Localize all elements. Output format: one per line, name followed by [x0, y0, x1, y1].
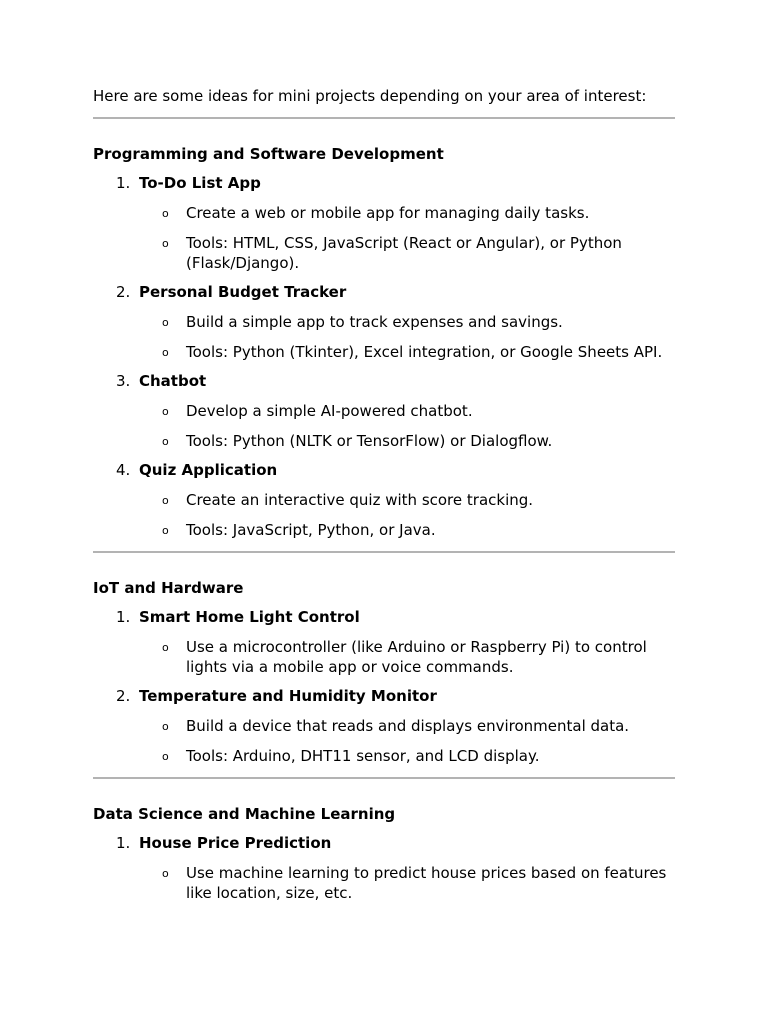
- bullet-list: [93, 401, 675, 451]
- project-title: Smart Home Light Control: [139, 608, 360, 626]
- hollow-circle-bullet-icon: o: [162, 237, 169, 250]
- bullet-text: Use machine learning to predict house prices based on features like location, size, etc.: [186, 864, 667, 902]
- project-title: To-Do List App: [139, 174, 261, 192]
- project-heading: [93, 607, 675, 627]
- project-item: [93, 282, 675, 362]
- project-heading: [93, 282, 675, 302]
- bullet-text: Create a web or mobile app for managing daily tasks.: [186, 204, 590, 222]
- project-number: 2.: [116, 687, 131, 705]
- project-number: 1.: [116, 834, 131, 852]
- bullet-list: [93, 490, 675, 540]
- project-item: [93, 607, 675, 677]
- bullet-item: [93, 520, 675, 540]
- bullet-item: [93, 233, 675, 273]
- hollow-circle-bullet-icon: o: [162, 720, 169, 733]
- project-title: Chatbot: [139, 372, 207, 390]
- hollow-circle-bullet-icon: o: [162, 750, 169, 763]
- project-number: 1.: [116, 174, 131, 192]
- bullet-text: Develop a simple AI-powered chatbot.: [186, 402, 473, 420]
- project-title: Personal Budget Tracker: [139, 283, 347, 301]
- bullet-item: [93, 716, 675, 736]
- bullet-list: [93, 716, 675, 766]
- section-title: IoT and Hardware: [93, 579, 244, 597]
- project-list: [93, 173, 675, 540]
- hollow-circle-bullet-icon: o: [162, 316, 169, 329]
- bullet-text: Tools: Python (Tkinter), Excel integration, or Google Sheets API.: [186, 343, 663, 361]
- hollow-circle-bullet-icon: o: [162, 207, 169, 220]
- section: [93, 804, 675, 903]
- project-item: [93, 371, 675, 451]
- project-heading: [93, 371, 675, 391]
- bullet-text: Tools: HTML, CSS, JavaScript (React or Angular), or Python (Flask/Django).: [186, 234, 622, 272]
- bullet-item: [93, 863, 675, 903]
- bullet-text: Tools: Python (NLTK or TensorFlow) or Dialogflow.: [186, 432, 553, 450]
- section: [93, 144, 675, 540]
- bullet-item: [93, 490, 675, 510]
- bullet-text: Use a microcontroller (like Arduino or Raspberry Pi) to control lights via a mobile app or voice commands.: [186, 638, 647, 676]
- hollow-circle-bullet-icon: o: [162, 867, 169, 880]
- section-title: Programming and Software Development: [93, 145, 444, 163]
- hollow-circle-bullet-icon: o: [162, 405, 169, 418]
- bullet-text: Build a simple app to track expenses and savings.: [186, 313, 563, 331]
- section: [93, 578, 675, 766]
- section-title: Data Science and Machine Learning: [93, 805, 396, 823]
- intro-text: Here are some ideas for mini projects depending on your area of interest:: [93, 87, 647, 105]
- section-divider: [93, 777, 675, 779]
- bullet-text: Build a device that reads and displays environmental data.: [186, 717, 630, 735]
- project-item: [93, 833, 675, 903]
- project-number: 2.: [116, 283, 131, 301]
- bullet-list: [93, 312, 675, 362]
- project-list: [93, 607, 675, 766]
- bullet-item: [93, 342, 675, 362]
- project-heading: [93, 173, 675, 193]
- hollow-circle-bullet-icon: o: [162, 641, 169, 654]
- project-heading: [93, 460, 675, 480]
- project-list: [93, 833, 675, 903]
- project-item: [93, 173, 675, 273]
- project-heading: [93, 833, 675, 853]
- bullet-list: [93, 637, 675, 677]
- project-item: [93, 686, 675, 766]
- project-title: Temperature and Humidity Monitor: [139, 687, 437, 705]
- bullet-item: [93, 203, 675, 223]
- bullet-list: [93, 203, 675, 273]
- bullet-text: Tools: JavaScript, Python, or Java.: [186, 521, 436, 539]
- section-divider: [93, 117, 675, 119]
- section-divider: [93, 551, 675, 553]
- project-heading: [93, 686, 675, 706]
- bullet-item: [93, 401, 675, 421]
- project-title: House Price Prediction: [139, 834, 332, 852]
- bullet-text: Create an interactive quiz with score tracking.: [186, 491, 534, 509]
- bullet-item: [93, 431, 675, 451]
- bullet-item: [93, 746, 675, 766]
- document-page: [93, 86, 675, 903]
- project-number: 4.: [116, 461, 131, 479]
- hollow-circle-bullet-icon: o: [162, 494, 169, 507]
- project-number: 1.: [116, 608, 131, 626]
- hollow-circle-bullet-icon: o: [162, 346, 169, 359]
- bullet-text: Tools: Arduino, DHT11 sensor, and LCD display.: [186, 747, 540, 765]
- sections-container: [93, 117, 675, 903]
- project-title: Quiz Application: [139, 461, 278, 479]
- hollow-circle-bullet-icon: o: [162, 435, 169, 448]
- project-item: [93, 460, 675, 540]
- project-number: 3.: [116, 372, 131, 390]
- hollow-circle-bullet-icon: o: [162, 524, 169, 537]
- bullet-item: [93, 312, 675, 332]
- bullet-list: [93, 863, 675, 903]
- bullet-item: [93, 637, 675, 677]
